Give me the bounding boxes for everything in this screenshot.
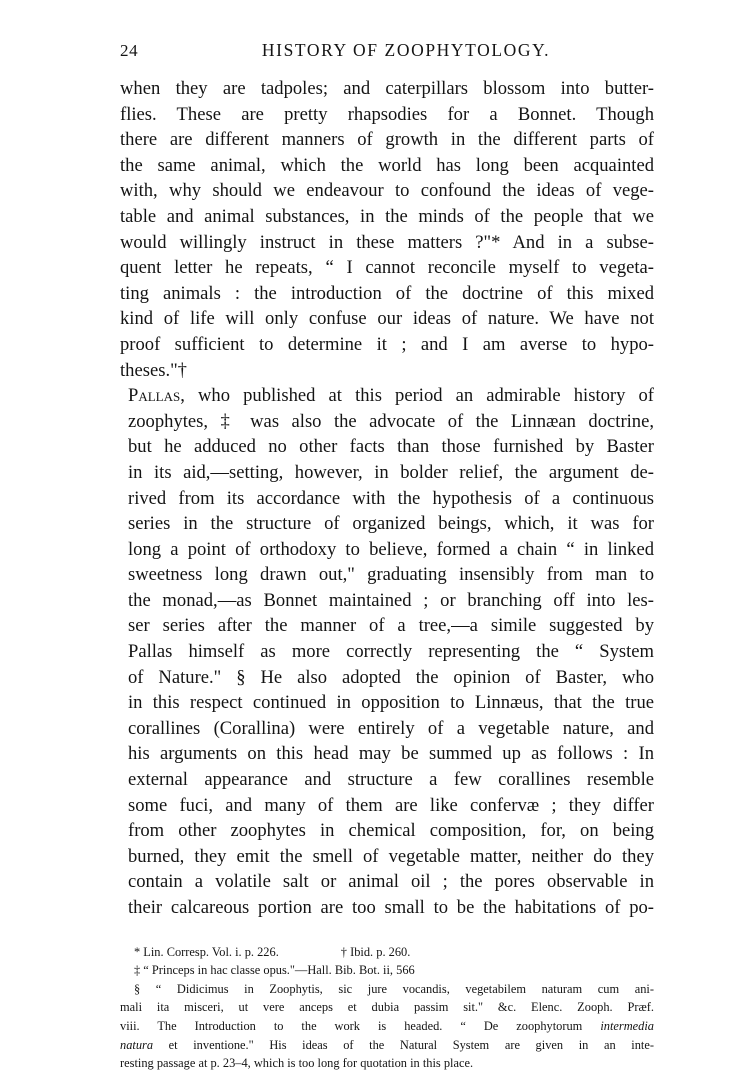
text-line: proof sufficient to determine it ; and I am averse to hypo- — [120, 333, 654, 355]
text-line: some fuci, and many of them are like confervæ ; they differ — [128, 794, 654, 816]
text-line: of Nature." § He also adopted the opinion of Baster, who — [128, 666, 654, 688]
text-line: rived from its accordance with the hypothesis of a continuous — [128, 487, 654, 509]
text-fragment: who published at this period an admirable history of — [184, 385, 654, 407]
footnote-3-line: § “ Didicimus in Zoophytis, sic jure vocandis, vegetabilem naturam cum ani- — [134, 981, 654, 996]
text-line: table and animal substances, in the minds of the people that we — [120, 205, 654, 227]
text-line: kind of life will only confuse our ideas of nature. We have not — [120, 308, 654, 330]
text-fragment: et inventione." His ideas of the Natural System are given in an inte- — [153, 1037, 654, 1052]
footnote-2: ‡ “ Princeps in hac classe opus."—Hall. Bib. Bot. ii, 566 — [134, 963, 415, 978]
text-line: but he adduced no other facts than those furnished by Baster — [128, 436, 654, 458]
footnote-1 — [120, 943, 654, 962]
text-line: with, why should we endeavour to confound the ideas of vege- — [120, 180, 654, 202]
footnotes — [120, 943, 654, 1073]
page-number: 24 — [120, 41, 139, 60]
text-line: burned, they emit the smell of vegetable matter, neither do they — [128, 845, 654, 867]
footnote-3-line — [120, 1036, 654, 1055]
text-line: there are different manners of growth in the different parts of — [120, 129, 654, 151]
text-line: from other zoophytes in chemical composition, for, on being — [128, 820, 654, 842]
footnote-3-line: resting passage at p. 23–4, which is too long for quotation in this place. — [120, 1056, 474, 1071]
text-line: their calcareous portion are too small to be the habitations of po- — [128, 897, 654, 918]
footnote-ibid: † Ibid. p. 260. — [340, 944, 411, 959]
text-line: ting animals : the introduction of the doctrine of this mixed — [120, 282, 654, 304]
paragraph-1 — [120, 76, 654, 383]
running-header — [120, 40, 654, 76]
text-line: in its aid,—setting, however, in bolder relief, the argument de- — [128, 461, 654, 483]
text-line: series in the structure of organized beings, which, it was for — [128, 513, 654, 535]
text-line: long a point of orthodoxy to believe, formed a chain “ in linked — [128, 538, 654, 560]
text-line: zoophytes, ‡ was also the advocate of the Linnæan doctrine, — [128, 410, 654, 432]
footnote-3-line: mali ita misceri, ut vere anceps et dubia passim sit." &c. Elenc. Zooph. Præf. — [120, 1000, 654, 1015]
text-fragment: viii. The Introduction to the work is headed. “ De zoophytorum — [120, 1018, 583, 1033]
text-line: in this respect continued in opposition to Linnæus, that the true — [128, 692, 654, 714]
body-text — [120, 76, 654, 921]
text-line: sweetness long drawn out," graduating insensibly from man to — [128, 564, 654, 586]
text-line: flies. These are pretty rhapsodies for a Bonnet. Though — [120, 103, 654, 125]
text-line: when they are tadpoles; and caterpillars blossom into butter- — [120, 78, 654, 99]
text-line: Pallas himself as more correctly representing the “ System — [128, 641, 654, 663]
running-title: HISTORY OF ZOOPHYTOLOGY. — [261, 40, 551, 60]
footnote-lin-corresp: * Lin. Corresp. Vol. i. p. 226. — [134, 944, 279, 959]
text-line: his arguments on this head may be summed up as follows : In — [128, 743, 654, 765]
text-line: corallines (Corallina) were entirely of a vegetable nature, and — [128, 717, 654, 739]
text-line: would willingly instruct in these matters ?"* And in a subse- — [120, 231, 654, 253]
text-line — [120, 383, 654, 409]
text-line: the same animal, which the world has long been acquainted — [120, 154, 654, 176]
text-line: contain a volatile salt or animal oil ; the pores observable in — [128, 871, 654, 893]
page — [120, 40, 654, 1073]
text-line: theses."† — [120, 359, 187, 381]
italic-term: intermedia — [600, 1018, 654, 1033]
text-line: ser series after the manner of a tree,—a simile suggested by — [128, 615, 654, 637]
text-line: the monad,—as Bonnet maintained ; or branching off into les- — [128, 589, 654, 611]
text-line: external appearance and structure a few corallines resemble — [128, 769, 654, 791]
italic-term: natura — [120, 1037, 154, 1052]
paragraph-2 — [120, 383, 654, 920]
name-pallas: Pallas, — [128, 385, 185, 407]
text-line: quent letter he repeats, “ I cannot reconcile myself to vegeta- — [120, 257, 654, 279]
footnote-3-line — [120, 1017, 654, 1036]
